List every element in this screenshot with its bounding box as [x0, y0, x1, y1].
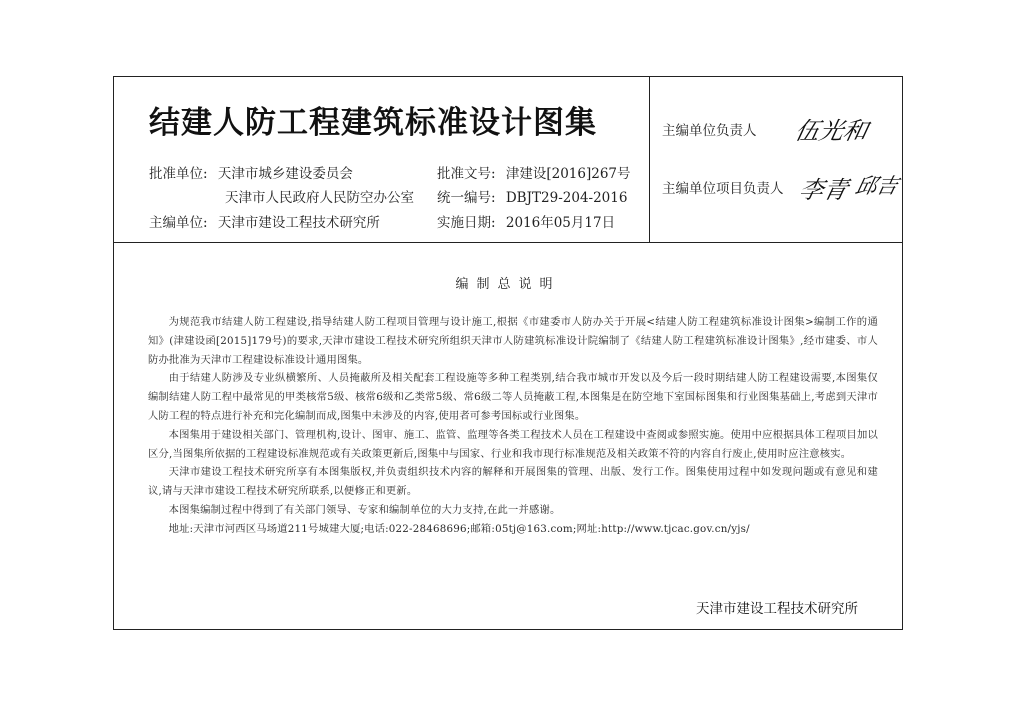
approval-doc: 津建设[2016]267号 [505, 166, 631, 182]
editor-unit-label: 主编单位: [149, 215, 208, 231]
notes-paragraph: 天津市建设工程技术研究所享有本图集版权,并负责组织技术内容的解释和开展图集的管理、出版、发行工作。图集使用过程中如发现问题或有意见和建议,请与天津市建设工程技术研究所联系,以便修正和更新。 [148, 466, 878, 498]
approval-unit-2: 天津市人民政府人民防空办公室 [225, 190, 414, 206]
unified-no-row [437, 186, 627, 206]
notes-paragraph: 本图集用于建设相关部门、管理机构,设计、图审、施工、监管、监理等各类工程技术人员在工程建设中查阅或参照实施。使用中应根据具体工程项目加以区分,当图集所依据的工程建设标准规范或有关政策更新后,图集中与国家、行业和我市现行标准规范及相关政策不符的内容自行废止,使用时应注意核实。 [148, 428, 878, 460]
notes-body [148, 313, 878, 539]
effective-date: 2016年05月17日 [505, 215, 616, 231]
footer-organization: 天津市建设工程技术研究所 [696, 601, 858, 617]
project-leader-label: 主编单位项目负责人 [662, 181, 784, 197]
approval-unit-1: 天津市城乡建设委员会 [217, 166, 353, 182]
approval-doc-label: 批准文号: [437, 166, 496, 182]
document-title: 结建人防工程建筑标准设计图集 [149, 105, 597, 141]
project-leader-signature-1: 李青 [796, 176, 851, 204]
notes-paragraph: 本图集编制过程中得到了有关部门领导、专家和编制单位的大力支持,在此一并感谢。 [168, 503, 561, 516]
notes-contact: 地址:天津市河西区马场道211号城建大厦;电话:022-28468696;邮箱:05tj@163.com;网址:http://www.tjcac.gov.cn/yjs/ [168, 522, 750, 535]
title-block [114, 77, 902, 243]
approval-doc-row [437, 162, 631, 182]
approval-unit-row-2 [219, 186, 414, 206]
document-frame [113, 76, 903, 630]
editor-unit: 天津市建设工程技术研究所 [217, 215, 380, 231]
header-divider [649, 77, 650, 243]
project-leader-row [662, 177, 784, 197]
notes-paragraph: 由于结建人防涉及专业纵横繁所、人员掩蔽所及相关配套工程设施等多种工程类别,结合我市城市开发以及今后一段时期结建人防工程建设需要,本图集仅编制结建人防工程中最常见的甲类核常5级、核常6级和乙类常5级、常6级二等人员掩蔽工程,本图集是在防空地下室国标图集和行业图集基础上,考虑到天津市人防工程的特点进行补充和完化编制而成,图集中未涉及的内容,使用者可参考国标或行业图集。 [148, 372, 878, 422]
chief-leader-signature: 伍光和 [792, 117, 871, 145]
chief-leader-row [662, 119, 757, 139]
notes-heading: 编制总说明 [455, 277, 561, 292]
editor-unit-row [149, 211, 380, 231]
approval-unit-label: 批准单位: [149, 166, 208, 182]
chief-leader-label: 主编单位负责人 [662, 123, 757, 139]
unified-no: DBJT29-204-2016 [505, 190, 628, 206]
project-leader-signature-2: 邱吉 [853, 174, 901, 198]
effective-date-row [437, 211, 615, 231]
approval-unit-row [149, 162, 353, 182]
unified-no-label: 统一编号: [437, 190, 496, 206]
notes-paragraph: 为规范我市结建人防工程建设,指导结建人防工程项目管理与设计施工,根据《市建委市人防办关于开展<结建人防工程建筑标准设计图集>编制工作的通知》(津建设函[2015]179号)的要求,天津市建设工程技术研究所组织天津市人防建筑标准设计院编制了《结建人防工程建筑标准设计图集》,经市建委、市人防办批准为天津市工程建设标准设计通用图集。 [148, 316, 878, 366]
effective-date-label: 实施日期: [437, 215, 496, 231]
